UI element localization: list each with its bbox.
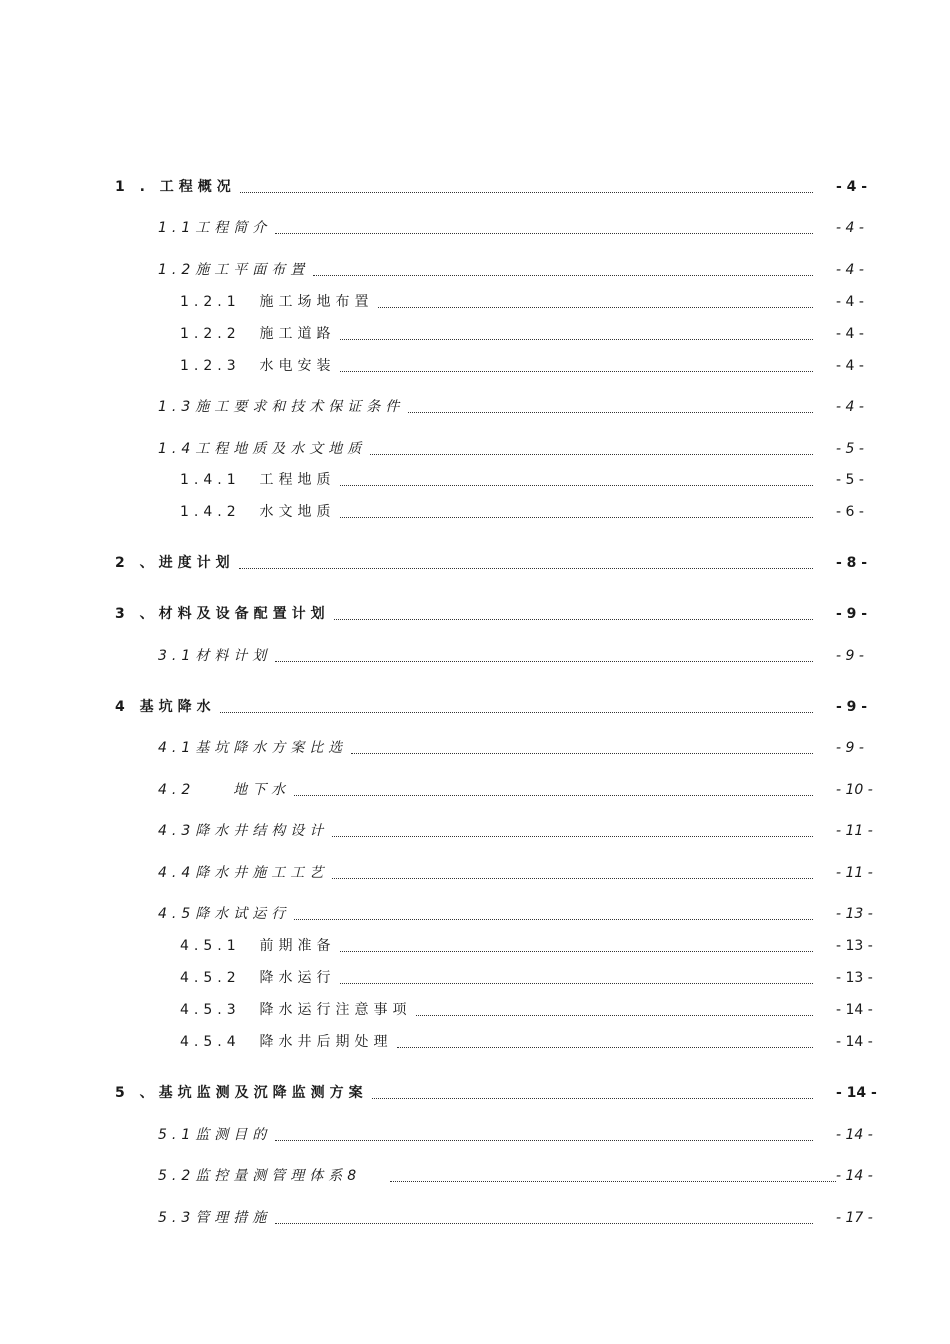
toc-entry-page: - 4 - bbox=[836, 358, 864, 374]
toc-entry-page: - 9 - bbox=[836, 699, 868, 715]
toc-entry-label: 5 、基坑监测及沉降监测方案 bbox=[115, 1085, 368, 1101]
toc-leader bbox=[332, 862, 813, 884]
toc-entry bbox=[158, 820, 815, 842]
toc-entry-label: 1.1工程简介 bbox=[158, 220, 272, 236]
toc-entry-label: 4.4降水井施工工艺 bbox=[158, 865, 329, 881]
toc-entry-page: - 11 - bbox=[836, 823, 873, 839]
toc-leader bbox=[408, 396, 813, 418]
toc-leader bbox=[334, 603, 813, 625]
toc-leader bbox=[275, 645, 813, 667]
toc-entry bbox=[180, 999, 815, 1021]
toc-entry bbox=[158, 779, 815, 801]
toc-entry-label: 1.3施工要求和技术保证条件 bbox=[158, 399, 405, 415]
toc-entry-page: - 4 - bbox=[836, 220, 864, 236]
toc-entry-page: - 8 - bbox=[836, 555, 868, 571]
toc-leader bbox=[239, 552, 813, 574]
toc-entry-page: - 5 - bbox=[836, 472, 864, 488]
toc-entry-page: - 10 - bbox=[836, 782, 873, 798]
toc-entry-label: 1.2.2 施工道路 bbox=[180, 326, 336, 342]
toc-entry-page: - 13 - bbox=[836, 970, 873, 986]
toc-entry-label: 4.5.2 降水运行 bbox=[180, 970, 336, 986]
toc-entry bbox=[158, 1165, 838, 1187]
toc-leader bbox=[340, 935, 813, 957]
toc-leader bbox=[372, 1082, 813, 1104]
toc-entry-label: 1 . 工程概况 bbox=[115, 179, 236, 195]
toc-entry-label: 1.4.1 工程地质 bbox=[180, 472, 336, 488]
toc-entry bbox=[115, 176, 815, 198]
toc-entry bbox=[158, 1124, 815, 1146]
toc-leader bbox=[378, 291, 813, 313]
toc-entry bbox=[158, 645, 815, 667]
toc-leader bbox=[275, 1207, 813, 1229]
toc-leader bbox=[275, 217, 813, 239]
toc-leader bbox=[240, 176, 813, 198]
toc-entry-page: - 13 - bbox=[836, 906, 873, 922]
toc-entry-page: - 9 - bbox=[836, 740, 864, 756]
toc-entry-label: 2 、进度计划 bbox=[115, 555, 235, 571]
toc-entry bbox=[180, 501, 815, 523]
toc-entry-page: - 14 - bbox=[836, 1127, 873, 1143]
toc-leader bbox=[416, 999, 813, 1021]
toc-entry-page: - 14 - bbox=[836, 1085, 877, 1101]
toc-entry-label: 1.2施工平面布置 bbox=[158, 262, 310, 278]
toc-entry bbox=[158, 217, 815, 239]
toc-entry bbox=[180, 935, 815, 957]
toc-leader bbox=[220, 696, 813, 718]
toc-entry bbox=[158, 862, 815, 884]
toc-leader bbox=[397, 1031, 813, 1053]
toc-entry-label: 4.2 地下水 bbox=[158, 782, 291, 798]
toc-entry-label: 4.5降水试运行 bbox=[158, 906, 291, 922]
toc-entry-page: - 11 - bbox=[836, 865, 873, 881]
toc-entry-page: - 9 - bbox=[836, 648, 864, 664]
toc-entry-label: 3.1材料计划 bbox=[158, 648, 272, 664]
toc-entry bbox=[180, 323, 815, 345]
toc-leader bbox=[332, 820, 813, 842]
toc-entry bbox=[180, 291, 815, 313]
toc-leader bbox=[294, 903, 813, 925]
toc-entry-label: 1.4工程地质及水文地质 bbox=[158, 441, 367, 457]
toc-entry bbox=[180, 355, 815, 377]
toc-entry-page: - 5 - bbox=[836, 441, 864, 457]
toc-entry-label: 1.2.3 水电安装 bbox=[180, 358, 336, 374]
toc-leader bbox=[351, 737, 813, 759]
toc-leader bbox=[294, 779, 813, 801]
toc-entry-label: 4.5.1 前期准备 bbox=[180, 938, 336, 954]
toc-entry-label: 3 、材料及设备配置计划 bbox=[115, 606, 330, 622]
toc-entry-label: 1.4.2 水文地质 bbox=[180, 504, 336, 520]
toc-entry-label: 5.1监测目的 bbox=[158, 1127, 272, 1143]
toc-entry-page: - 4 - bbox=[836, 326, 864, 342]
toc-leader bbox=[340, 469, 813, 491]
toc-entry-label: 5.3管理措施 bbox=[158, 1210, 272, 1226]
toc-entry bbox=[158, 259, 815, 281]
toc-leader bbox=[275, 1124, 813, 1146]
toc-entry bbox=[180, 967, 815, 989]
toc-entry bbox=[115, 552, 815, 574]
toc-entry bbox=[180, 469, 815, 491]
toc-entry bbox=[158, 737, 815, 759]
toc-entry bbox=[158, 396, 815, 418]
toc-entry bbox=[115, 1082, 815, 1104]
toc-entry bbox=[158, 438, 815, 460]
toc-entry-label: 5.2监控量测管理体系8 bbox=[158, 1168, 362, 1184]
toc-entry-page: - 14 - bbox=[836, 1002, 873, 1018]
toc-entry-page: - 14 - bbox=[836, 1034, 873, 1050]
toc-leader bbox=[340, 967, 813, 989]
toc-entry-page: - 17 - bbox=[836, 1210, 873, 1226]
toc-entry-label: 4.5.3 降水运行注意事项 bbox=[180, 1002, 412, 1018]
toc-leader bbox=[390, 1165, 836, 1187]
toc-entry bbox=[158, 903, 815, 925]
toc-entry bbox=[115, 603, 815, 625]
toc-entry-page: - 4 - bbox=[836, 399, 864, 415]
toc-leader bbox=[340, 355, 813, 377]
toc-entry-page: - 4 - bbox=[836, 179, 868, 195]
toc-entry-page: - 9 - bbox=[836, 606, 868, 622]
toc-leader bbox=[370, 438, 813, 460]
toc-entry-page: - 13 - bbox=[836, 938, 873, 954]
toc-entry-label: 4.3降水井结构设计 bbox=[158, 823, 329, 839]
toc-entry-page: - 14 - bbox=[836, 1168, 873, 1184]
toc-entry bbox=[180, 1031, 815, 1053]
toc-leader bbox=[340, 501, 813, 523]
toc-entry-label: 1.2.1 施工场地布置 bbox=[180, 294, 374, 310]
toc-entry bbox=[115, 696, 815, 718]
toc-entry bbox=[158, 1207, 815, 1229]
toc-entry-label: 4.1基坑降水方案比选 bbox=[158, 740, 348, 756]
toc-leader bbox=[340, 323, 813, 345]
toc-entry-page: - 4 - bbox=[836, 262, 864, 278]
toc-entry-page: - 6 - bbox=[836, 504, 864, 520]
toc-entry-page: - 4 - bbox=[836, 294, 864, 310]
toc-entry-label: 4.5.4 降水井后期处理 bbox=[180, 1034, 393, 1050]
toc-leader bbox=[313, 259, 813, 281]
toc-entry-label: 4 基坑降水 bbox=[115, 699, 216, 715]
